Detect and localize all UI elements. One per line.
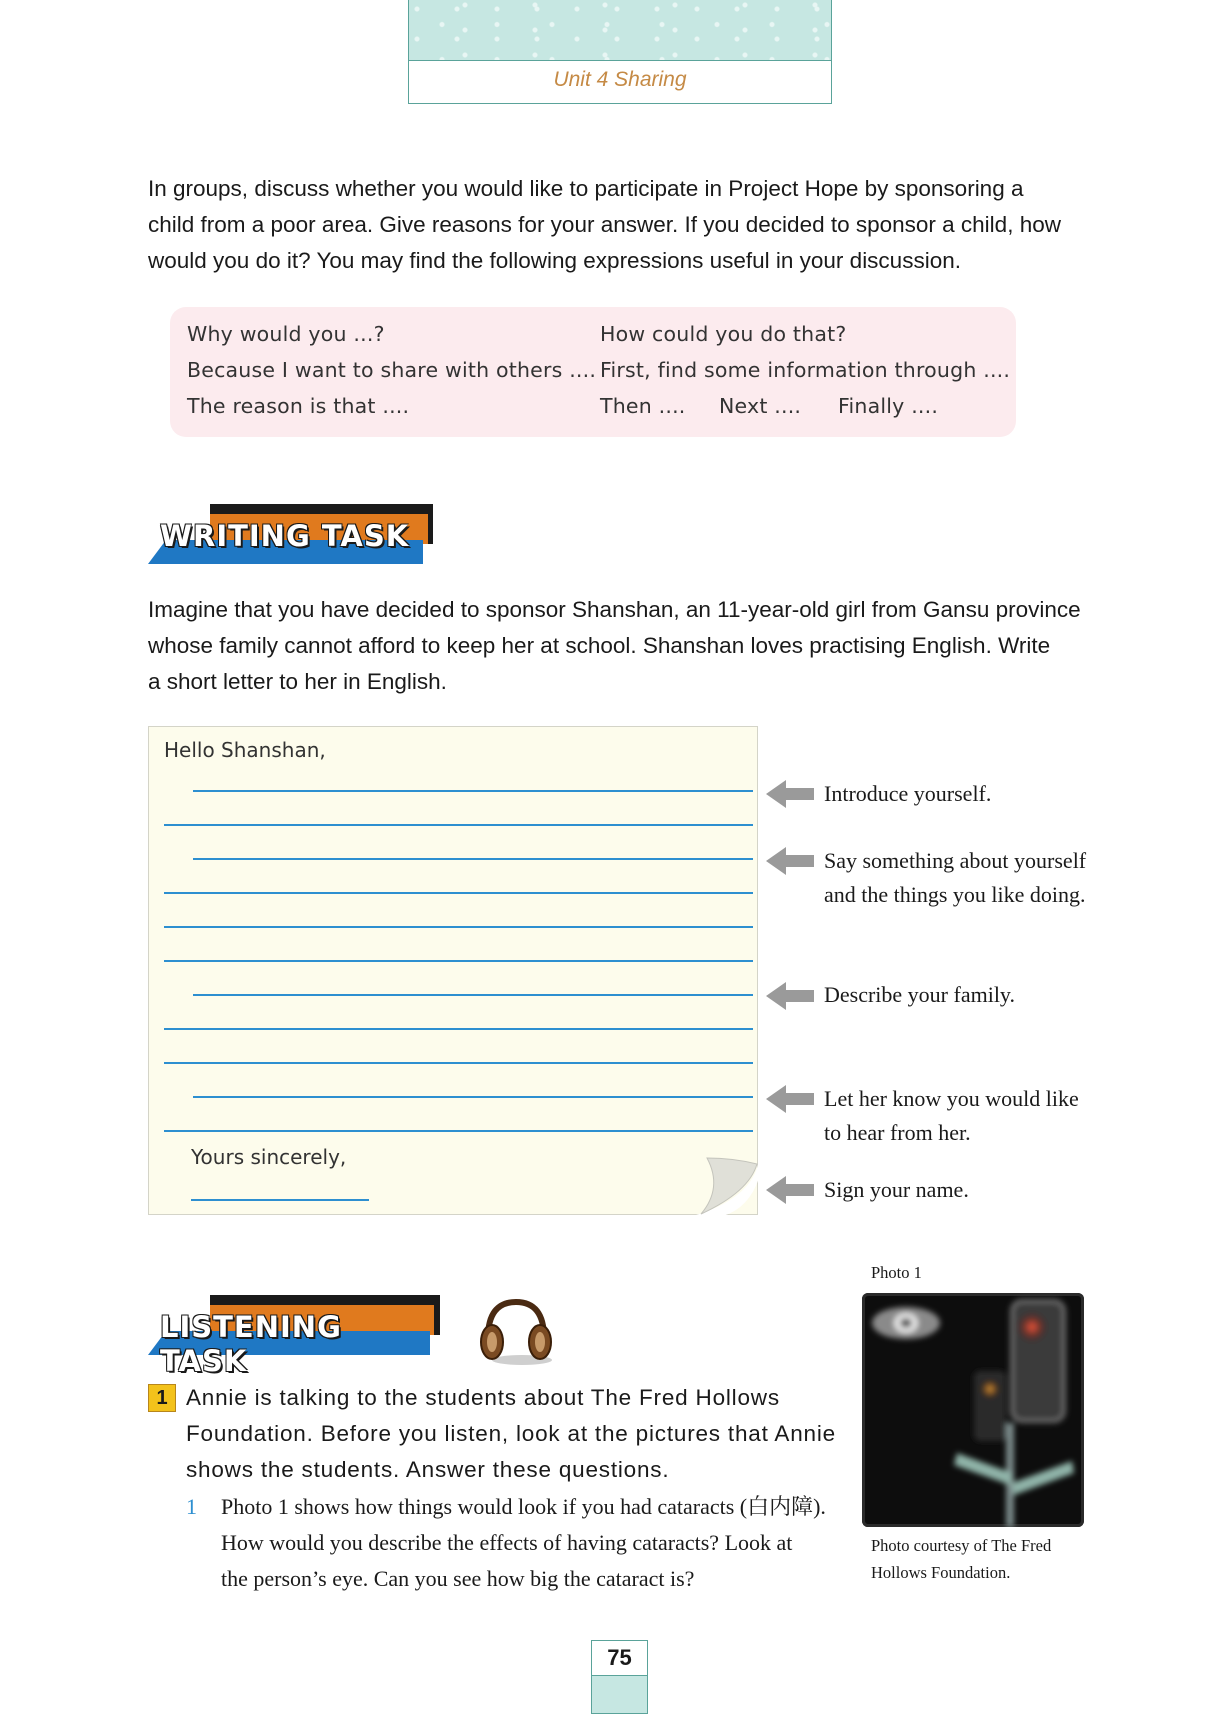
writing-line[interactable] (164, 1062, 753, 1064)
left-arrow-icon (766, 1176, 816, 1204)
page-curl-icon (693, 1148, 759, 1216)
listening-task-banner (148, 1295, 440, 1378)
letter-writing-area (148, 726, 758, 1215)
expression: Why would you ...? (187, 322, 385, 346)
letter-closing: Yours sincerely, (191, 1145, 347, 1169)
sub-question-line-1: Photo 1 shows how things would look if you had cataracts (白内障). (221, 1494, 826, 1519)
question-line-3: shows the students. Answer these questions. (186, 1457, 670, 1482)
prompt-hear-2: to hear from her. (824, 1120, 971, 1145)
question-number-badge: 1 (148, 1384, 176, 1412)
writing-line[interactable] (164, 892, 753, 894)
expression: First, find some information through .... (600, 358, 1011, 382)
letter-greeting: Hello Shanshan, (164, 738, 326, 762)
question-line-2: Foundation. Before you listen, look at the pictures that Annie (186, 1421, 836, 1446)
writing-task-title: WRITING TASK (160, 519, 410, 553)
expression: Next .... (719, 394, 802, 418)
left-arrow-icon (766, 847, 816, 875)
left-arrow-icon (766, 982, 816, 1010)
writing-line[interactable] (193, 994, 753, 996)
page-number-tab (591, 1640, 648, 1714)
page-number: 75 (592, 1641, 647, 1676)
blurred-scene-image (862, 1293, 1084, 1527)
prompt-introduce: Introduce yourself. (824, 781, 992, 806)
prompt-sign: Sign your name. (824, 1177, 969, 1202)
expression: The reason is that .... (187, 394, 410, 418)
left-arrow-icon (766, 780, 816, 808)
sub-question-number: 1 (186, 1494, 197, 1519)
expression: How could you do that? (600, 322, 847, 346)
expressions-box (170, 307, 1016, 437)
sub-question-line-2: How would you describe the effects of having cataracts? Look at (221, 1530, 793, 1555)
prompt-about-yourself-2: and the things you like doing. (824, 882, 1086, 907)
headphones-icon (476, 1296, 558, 1366)
header-pattern (409, 0, 831, 61)
photo-label: Photo 1 (871, 1263, 922, 1282)
prompt-family: Describe your family. (824, 982, 1016, 1007)
writing-line[interactable] (193, 790, 753, 792)
photo-caption-line-1: Photo courtesy of The Fred (871, 1536, 1052, 1555)
writing-instruction-line-1: Imagine that you have decided to sponsor Shanshan, an 11-year-old girl from Gansu province (148, 597, 1081, 622)
writing-line[interactable] (193, 858, 753, 860)
unit-label: Unit 4 Sharing (553, 68, 687, 91)
writing-line[interactable] (164, 1028, 753, 1030)
signature-line[interactable] (191, 1199, 369, 1201)
writing-line[interactable] (164, 960, 753, 962)
intro-line-1: In groups, discuss whether you would like to participate in Project Hope by sponsoring a (148, 176, 1024, 201)
photo-caption-line-2: Hollows Foundation. (871, 1563, 1011, 1582)
writing-task-banner (148, 504, 433, 564)
unit-header-tab (408, 0, 832, 104)
expression: Because I want to share with others .... (187, 358, 597, 382)
writing-line[interactable] (193, 1096, 753, 1098)
cataract-photo (862, 1293, 1084, 1527)
expression: Finally .... (838, 394, 939, 418)
listening-task-title: LISTENING TASK (160, 1310, 342, 1378)
expression: Then .... (600, 394, 686, 418)
sub-question-line-3: the person’s eye. Can you see how big the cataract is? (221, 1566, 695, 1591)
writing-line[interactable] (164, 926, 753, 928)
prompt-hear-1: Let her know you would like (824, 1086, 1079, 1111)
left-arrow-icon (766, 1085, 816, 1113)
intro-line-2: child from a poor area. Give reasons for your answer. If you decided to sponsor a child, how (148, 212, 1061, 237)
intro-line-3: would you do it? You may find the following expressions useful in your discussion. (148, 248, 961, 273)
question-line-1: Annie is talking to the students about The Fred Hollows (186, 1385, 780, 1410)
writing-line[interactable] (164, 1130, 753, 1132)
writing-line[interactable] (164, 824, 753, 826)
writing-instruction-line-2: whose family cannot afford to keep her at school. Shanshan loves practising English. Write (148, 633, 1051, 658)
writing-instruction-line-3: a short letter to her in English. (148, 669, 447, 694)
prompt-about-yourself-1: Say something about yourself (824, 848, 1087, 873)
